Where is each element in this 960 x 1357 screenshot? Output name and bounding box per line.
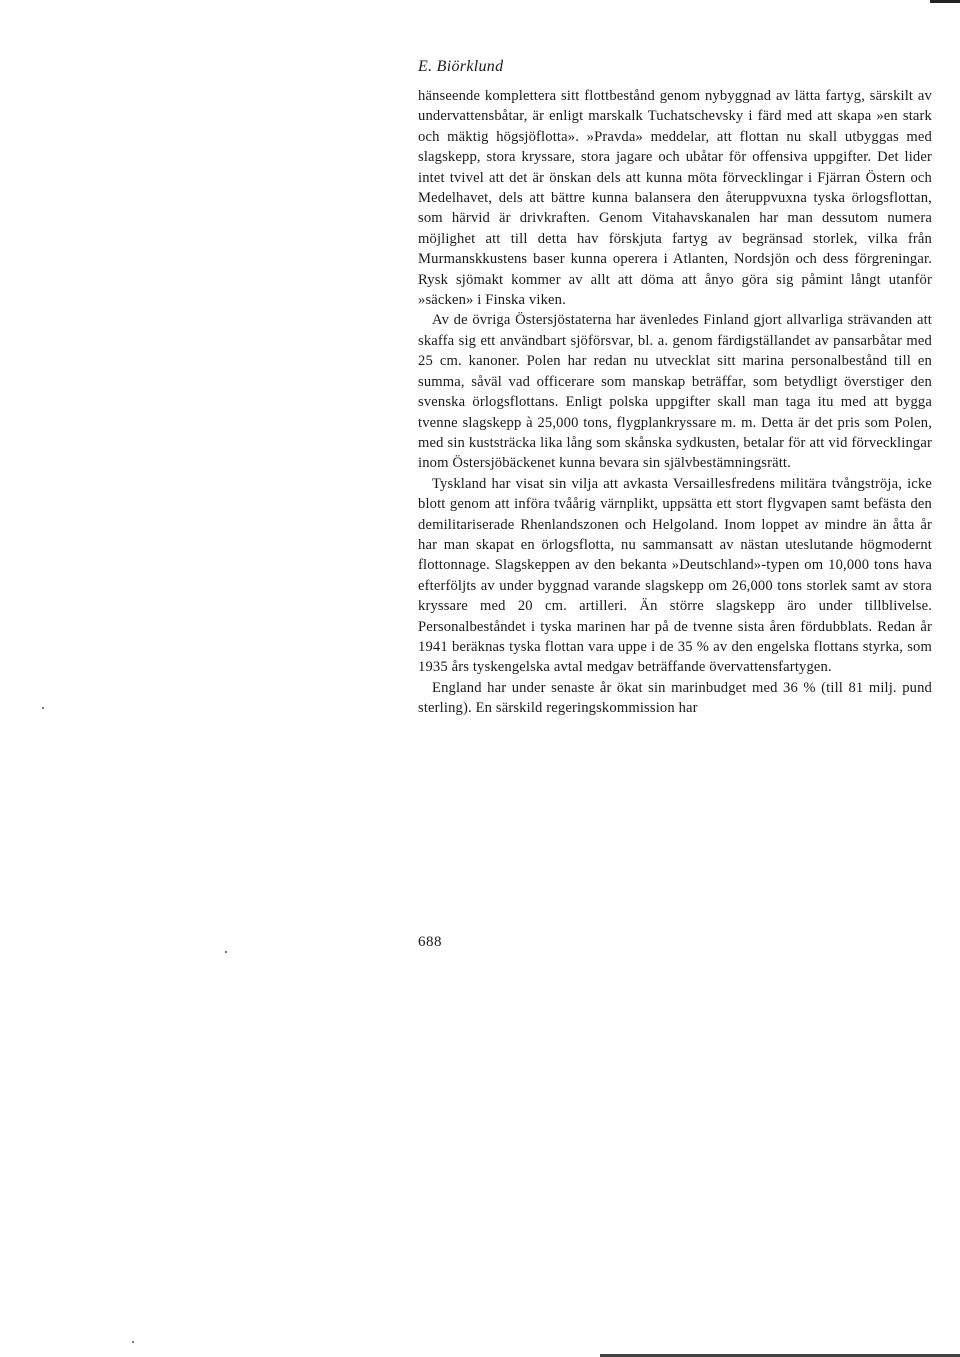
paragraph-continuation: hänseende komplettera sitt flottbestånd genom nybyggnad av lätta fartyg, särskilt av undervattensbåtar, är enligt marskalk Tuchatschevsky i färd med att skapa »en stark och mäktig högsjöflotta». »Pravda» meddelar, att flottan nu skall utbyggas med slagskepp, stora kryssare, stora jagare och ubåtar för offensiva uppgifter. Det lider intet tvivel att det är önskan dels att kunna möta förvecklingar i Fjärran Östern och Medelhavet, dels att bättre kunna balansera den återuppvuxna tyska örlogsflottan, som härvid är drivkraften. Genom Vitahavskanalen har man dessutom numera möjlighet att till detta hav förskjuta fartyg av begränsad storlek, vilka från Murmanskkustens baser kunna operera i Atlanten, Nordsjön och dess förgreningar. Rysk sjömakt kommer av allt att döma att ånyo göra sig påmint långt utanför »säcken» i Finska viken. xyxy=(418,88,932,309)
page-number: 688 xyxy=(418,934,442,950)
running-head-author: E. Biörklund xyxy=(418,58,504,75)
paragraph-germany: Tyskland har visat sin vilja att avkasta Versaillesfredens militära tvångströja, icke blott genom att införa tvåårig värnplikt, uppsätta ett stort flygvapen samt befästa den demilitariserade Rhenlandszonen och Helgoland. Inom loppet av mindre än åtta år har man skapat en örlogsflotta, nu sammansatt av nästan uteslutande högmodernt flottonnage. Slagskeppen av den bekanta »Deutschland»-typen om 10,000 tons hava efterföljts av under byggnad varande slagskepp om 26,000 tons storlek samt av stora kryssare med 20 cm. artilleri. Än större slagskepp äro under tillblivelse. Personalbeståndet i tyska marinen har på de tvenne sista åren fördubblats. Redan år 1941 beräknas tyska flottan vara uppe i de 35 % av den engelska flottans styrka, som 1935 års tyskengelska avtal medgav beträffande övervattensfartygen. xyxy=(418,475,932,676)
scan-speck xyxy=(225,951,227,953)
scan-speck xyxy=(42,707,44,709)
scan-edge-mark-top xyxy=(930,0,960,3)
paragraph-england: England har under senaste år ökat sin marinbudget med 36 % (till 81 milj. pund sterling). En särskild regeringskommission har xyxy=(418,679,932,717)
body-text-column xyxy=(418,86,932,719)
scan-speck xyxy=(132,1341,134,1343)
paragraph-baltic-states: Av de övriga Östersjöstaterna har ävenledes Finland gjort allvarliga strävanden att skaffa sig ett användbart sjöförsvar, bl. a. genom färdigställandet av pansarbåtar med 25 cm. kanoner. Polen har redan nu utvecklat sitt marina personalbestånd till en summa, såväl vad officerare som manskap beträffar, som betydligt överstiger den svenska örlogsflottans. Enligt polska uppgifter skall man taga itu med att bygga tvenne slagskepp à 25,000 tons, flygplankryssare m. m. Detta är det pris som Polen, med sin kuststräcka lika lång som skånska sydkusten, betalar för att vid förvecklingar inom Östersjöbäckenet kunna bevara sin självbestämningsrätt. xyxy=(418,312,932,472)
